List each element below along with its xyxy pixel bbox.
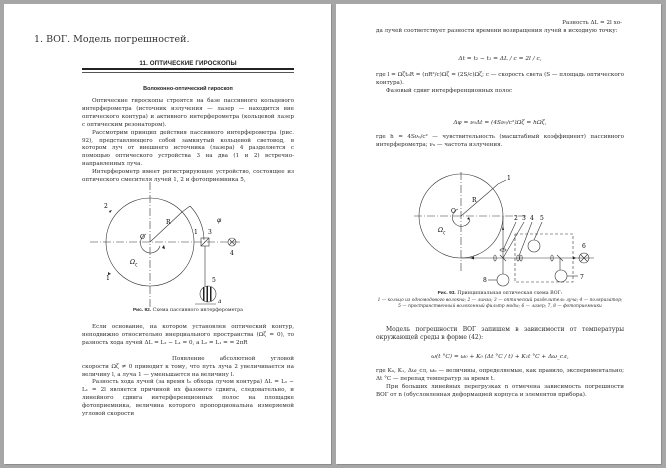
paragraph: Оптические гироскопы строятся на базе пассивного кольцевого интерферометра (источник излучения — лазер — находится вне оптического контура) и активного интерферометра (кольцевой лазер с оптическим резонатором). xyxy=(82,98,294,128)
paragraph-where-3 xyxy=(376,368,624,400)
label-omega-sub: ζ xyxy=(443,230,446,235)
intro-text xyxy=(82,98,294,185)
label-7: 7 xyxy=(580,274,584,281)
label-5: 5 xyxy=(212,277,216,284)
label-4: 4 xyxy=(530,215,534,222)
label-6: 6 xyxy=(582,243,586,250)
figure-93-caption xyxy=(376,291,624,296)
label-omega-sub: ζ xyxy=(135,262,138,267)
paragraph: Рассмотрим принцип действия пассивного интерферометра (рис. 92), представляющего собой замкнутый кольцевой световод, в котором луч от внешнего источника (лазера) 4 разделяется с помощью оптического устройства 3 на два (1 и 2) встречно-направленных луча. xyxy=(82,129,294,168)
figure-93-diagram xyxy=(406,172,606,290)
paragraph: да лучей соответствует разности времени возвращения лучей в исходную точку: xyxy=(376,28,618,34)
caption-text: Схема пассивного интерферометра xyxy=(152,308,244,313)
chapter-rule-thin xyxy=(82,72,294,73)
paragraph-where-2 xyxy=(376,134,624,150)
chapter-title: 11. ОПТИЧЕСКИЕ ГИРОСКОПЫ xyxy=(139,60,237,67)
formula-phase: Δφ = ν₀Δt = (4Sν₀/c²)Ωζ = hΩζ, xyxy=(453,120,547,126)
right-page xyxy=(336,4,661,464)
figure-92-diagram xyxy=(90,182,260,307)
label-omega: Ω xyxy=(438,227,443,234)
formula-delta-t: Δt = t₂ − t₁ = ΔL / c = 2l / c, xyxy=(458,56,542,62)
paragraph-top xyxy=(376,28,624,36)
caption-text: Принципиальная оптическая схема ВОГ: xyxy=(457,291,563,296)
paragraph-top-start: Разность ΔL = 2l хо- xyxy=(562,20,622,26)
section-title: Волоконно-оптический гироскоп xyxy=(143,86,233,92)
paragraph: Появление абсолютной угловой скорости Ωζ ≠ 0 приводит к тому, что путь луча 2 увеличивается на величину l, а луча 1 — уменьшается на величину l. xyxy=(82,355,294,378)
label-1-right: 1 xyxy=(194,229,198,236)
top-heading: 1. ВОГ. Модель погрешностей. xyxy=(34,34,190,45)
caption-number: Рис. 93. xyxy=(437,291,456,296)
label-O: O xyxy=(140,234,145,241)
paragraph: Интерферометр имеет регистрирующее устройство, состоящее из оптического смесителя лучей 1, 2 и фотоприемника 5, xyxy=(82,169,294,184)
label-5: 5 xyxy=(540,215,544,222)
caption-number: Рис. 92. xyxy=(132,308,152,313)
label-8: 8 xyxy=(483,277,487,284)
label-3: 3 xyxy=(522,215,526,222)
paragraph: Разность хода лучей (за время t₀ обхода лучом контура) ΔL = L₂ − L₁ = 2l является причиной их фазового сдвига, следовательно, и линейного сдвига интерференционных полос на площадке фотоприемника, величина которого пропорциональна измеряемой угловой скорости xyxy=(82,379,294,418)
paragraph: где K₀, K₁, Δω_сл, ω₀ — величины, определяемые, как правило, экспериментально; Δt °C — перепад температур за время t. xyxy=(376,368,624,382)
label-R: R xyxy=(166,219,171,226)
label-omega: Ω xyxy=(130,259,135,266)
label-O: O xyxy=(451,208,456,215)
figure-93-legend: 1 — кольцо из одномодового волокна; 2 — линза; 3 — оптический разделитель луча; 4 — поляризатор; 5 — пространственный волоконный фильтр моды; 6 — лазер; 7, 8 — фотоприемники xyxy=(377,298,623,309)
label-1: 1 xyxy=(507,175,511,182)
label-3: 3 xyxy=(208,229,212,236)
formula-error-model: ω(t °C) = ω₀ + K₀ (Δt °C / t) + K₁t °C + Δω_сл, xyxy=(431,354,569,360)
paragraph: Фазовый сдвиг интерференционных полос xyxy=(386,87,513,94)
figure-92-caption xyxy=(82,308,294,313)
paragraph: где l = Ωζt₀R = (πR²/c)Ωζ = (2S/c)Ωζ; c — скорость света (S — площадь оптического контура). xyxy=(376,72,624,86)
label-4: 4 xyxy=(230,250,234,257)
paragraph: где h = 4Sν₀/c² — чувствительность (масштабный коэффициент) пассивного интерферометра; ν₀ — частота излучения. xyxy=(376,134,624,148)
label-2: 2 xyxy=(104,203,108,210)
label-R: R xyxy=(472,197,477,204)
paragraph-where-1 xyxy=(376,72,624,96)
label-2: 2 xyxy=(514,215,518,222)
paragraph-model xyxy=(376,326,624,342)
label-1-bottom: 1 xyxy=(106,275,110,282)
paragraph: При больших линейных перегрузках n отмечена зависимость погрешности ВОГ от n (обусловленная деформацией корпуса и элементов прибора). xyxy=(376,383,624,398)
chapter-rule xyxy=(82,68,294,70)
label-delta: Δ xyxy=(218,299,222,305)
paragraph: Если основание, на котором установлен оптический контур, неподвижно относительно инерциального пространства (Ωζ = 0), то разность хода лучей ΔL = L₂ − L₁ = 0, а L₂ = L₁ = = 2πR xyxy=(82,324,294,346)
label-phi: φ xyxy=(217,217,222,224)
paragraph: Модель погрешности ВОГ запишем в зависимости от температуры окружающей среды в форме (42): xyxy=(376,326,624,341)
body-text-after-figure xyxy=(82,324,294,419)
left-page xyxy=(4,4,331,464)
